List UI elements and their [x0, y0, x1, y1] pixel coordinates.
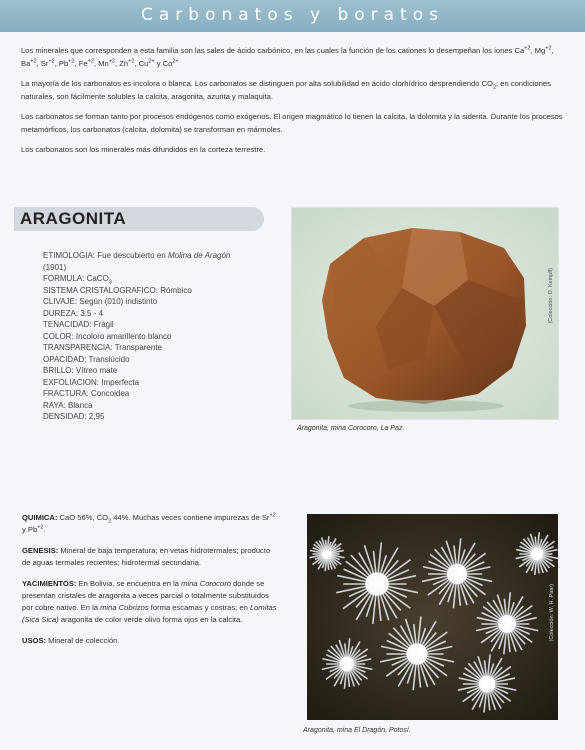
intro-paragraph-2: La mayoría de los carbonatos es incolora o blanca. Los carbonatos se distinguen por alta solubilidad en ácido clorhídrico desprendiendo $CO_2$; en condiciones naturales, son fácilmente solubles la calcita, aragonita, azurita y malaquita.	[21, 79, 551, 101]
ion: $Sr^{+2}$	[40, 57, 55, 68]
ion: $Co^{2+}$	[162, 57, 179, 68]
intro-paragraph-3: Los carbonatos se forman tanto por procesos endógenos como exógenos. El origen magmático lo tienen la calcita, la dolomita y la siderita. Durante los procesos metamórficos, los carbonatos (calcita, dolomita) se transforman en mármoles.	[21, 112, 563, 134]
ion: $Mn^{+2}$	[98, 57, 115, 68]
property-row: OPACIDAD: Translúcido	[43, 354, 130, 364]
prop-etimologia: ETIMOLOGIA: Fue descubierto en Molina de Aragón (1901)	[43, 251, 231, 272]
property-row: FRACTURA: Concoidea	[43, 389, 130, 398]
property-row: EXFOLIACION: Imperfecta	[43, 377, 140, 387]
aragonita-photo-corocoro	[291, 207, 559, 420]
photo1-credit: (Colección: O. Kempff)	[548, 268, 554, 324]
crystal-cluster-illustration	[307, 514, 558, 720]
intro-paragraph-4: Los carbonatos son los minerales más difundidos en la corteza terrestre.	[21, 145, 266, 154]
property-row: CLIVAJE: Según (010) indistinto	[43, 297, 158, 306]
photo2-caption: Aragonita, mina El Dragón, Potosí.	[303, 727, 411, 734]
prop-formula: FORMULA: CaCO$_3$	[43, 274, 112, 286]
aragonita-photo-el-dragon	[307, 514, 558, 720]
property-row: SISTEMA CRISTALOGRAFICO: Rómbico	[43, 285, 192, 295]
photo1-caption: Aragonita, mina Corocoro, La Paz.	[297, 425, 405, 432]
properties-list	[43, 250, 243, 423]
property-row: RAYA: Blanca	[43, 400, 93, 410]
genesis-paragraph: GENESIS: Mineral de baja temperatura; en vetas hidrotermales; producto de aguas termales recientes; hidrotermal secundaria.	[22, 546, 271, 567]
property-row: TRANSPARENCIA: Transparente	[43, 343, 163, 352]
property-row: DENSIDAD: 2,95	[43, 412, 105, 421]
crystal-illustration	[292, 208, 558, 419]
intro-paragraph-1: Los minerales que corresponden a esta familia son las sales de ácido carbónico, en las cuales la función de los cationes lo desempeñan los iones $Ca^{+2}$, $Mg^{+2}$, $Ba^{+2}$, $Sr^{+2}$, $Pb^{+2}$, $Fe^{+2}$, $Mn^{+2}$, $Zn^{+2}$, $Cu^{2+}$ y $Co^{2+}$	[21, 45, 554, 68]
ion: $Pb^{+2}$	[58, 57, 75, 68]
property-row: BRILLO: Vítreo mate	[43, 366, 118, 375]
ion: $Ba^{+2}$	[21, 57, 37, 68]
property-row: TENACIDAD: Frágil	[43, 320, 114, 329]
ion: $Mg^{+2}$	[534, 45, 552, 55]
yacimientos-paragraph: YACIMIENTOS: En Bolivia, se encuentra en la mina Corocoro donde se presentan cristales de aragonita a veces parcial o totalmente substituidos por cobre nativo. En la mina Cobrizos forma escamas y costras; en Lomitas (Sica Sica) aragonita de color verde olivo forma ojos en la calcita.	[22, 579, 277, 624]
intro-section	[21, 45, 567, 165]
usos-paragraph: USOS: Mineral de colección.	[22, 636, 120, 645]
ion: $Ca^{+2}$	[514, 45, 531, 55]
details-section	[22, 512, 278, 656]
ion: $Zn^{+2}$	[119, 57, 135, 68]
mineral-name: ARAGONITA	[20, 209, 127, 228]
quimica-paragraph: QUIMICA: CaO 56%, $CO_2$ 44%. Muchas veces contiene impurezas de $Sr^{+2}$ y $Pb^{+2}$.	[22, 512, 276, 534]
photo2-credit: (Colección: W. H. Paar)	[549, 584, 555, 642]
property-row: COLOR: Incoloro amarillento blanco	[43, 331, 172, 341]
page-title: Carbonatos y boratos	[141, 5, 444, 25]
ion: $Cu^{2+}$	[138, 57, 155, 68]
ion-list: $Ca^{+2}$, $Mg^{+2}$, $Ba^{+2}$, $Sr^{+2}$, $Pb^{+2}$, $Fe^{+2}$, $Mn^{+2}$, $Zn^{+2}$, $Cu^{2+}$ y $Co^{2+}$	[21, 45, 554, 68]
ion: $Fe^{+2}$	[78, 57, 94, 68]
property-row: DUREZA: 3,5 - 4	[43, 308, 104, 318]
prop-rows	[43, 285, 243, 423]
